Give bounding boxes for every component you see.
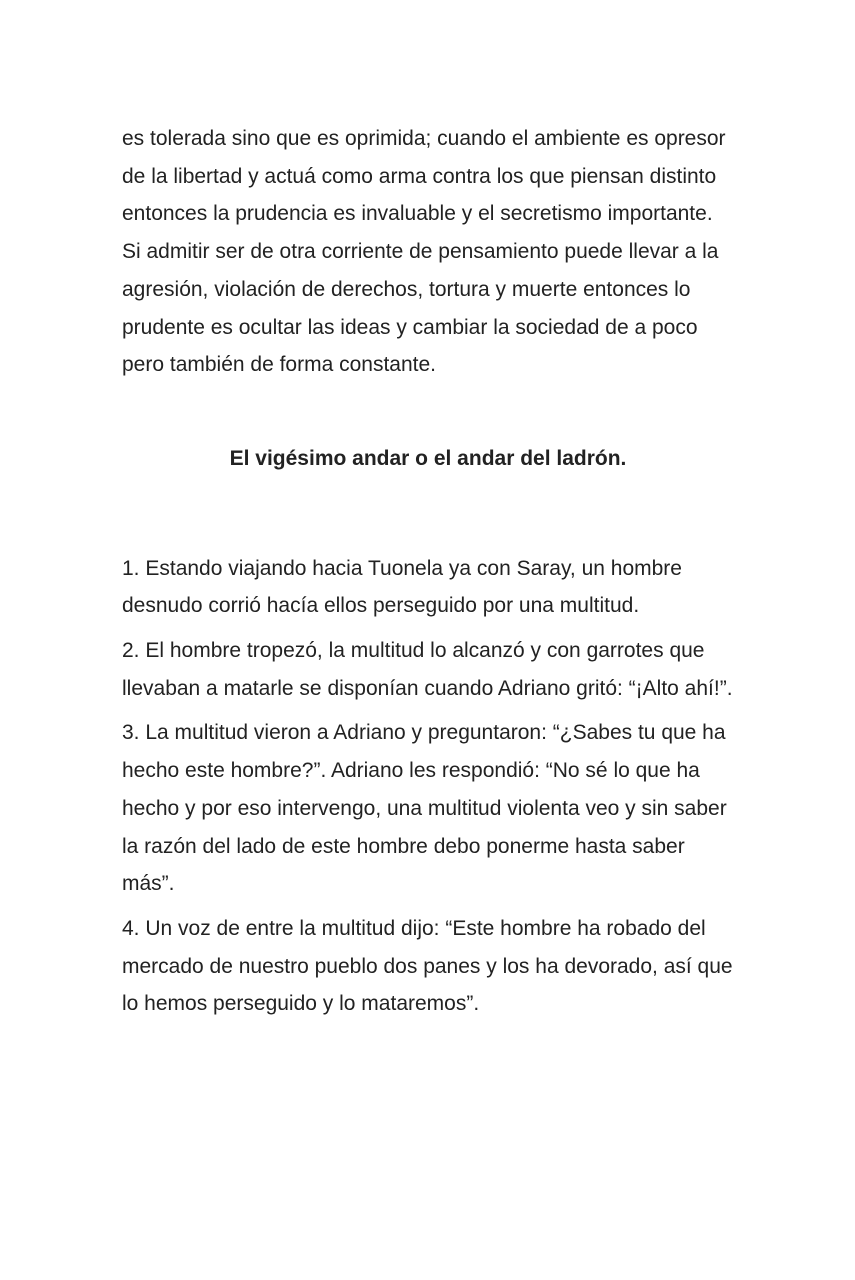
page-body [122, 120, 734, 1030]
numbered-paragraph-1: 1. Estando viajando hacia Tuonela ya con Saray, un hombre desnudo corrió hacía ellos perseguido por una multitud. [122, 556, 682, 618]
intro-paragraph: es tolerada sino que es oprimida; cuando el ambiente es opresor de la libertad y actuá como arma contra los que piensan distinto entonces la prudencia es invaluable y el secretismo importante. Si admitir ser de otra corriente de pensamiento puede llevar a la agresión, violación de derechos, tortura y muerte entonces lo prudente es ocultar las ideas y cambiar la sociedad de a poco pero también de forma constante. [122, 127, 726, 377]
numbered-paragraph-4: 4. Un voz de entre la multitud dijo: “Este hombre ha robado del mercado de nuestro pueblo dos panes y los ha devorado, así que lo hemos perseguido y lo mataremos”. [122, 916, 733, 1016]
numbered-paragraph-2: 2. El hombre tropezó, la multitud lo alcanzó y con garrotes que llevaban a matarle se disponían cuando Adriano gritó: “¡Alto ahí!”. [122, 639, 733, 700]
section-heading: El vigésimo andar o el andar del ladrón. [229, 446, 627, 470]
numbered-paragraph-3: 3. La multitud vieron a Adriano y preguntaron: “¿Sabes tu que ha hecho este hombre?”. Adriano les respondió: “No sé lo que ha hecho y por eso intervengo, una multitud violenta veo y sin saber la razón del lado de este hombre debo ponerme hasta saber más”. [122, 721, 727, 896]
